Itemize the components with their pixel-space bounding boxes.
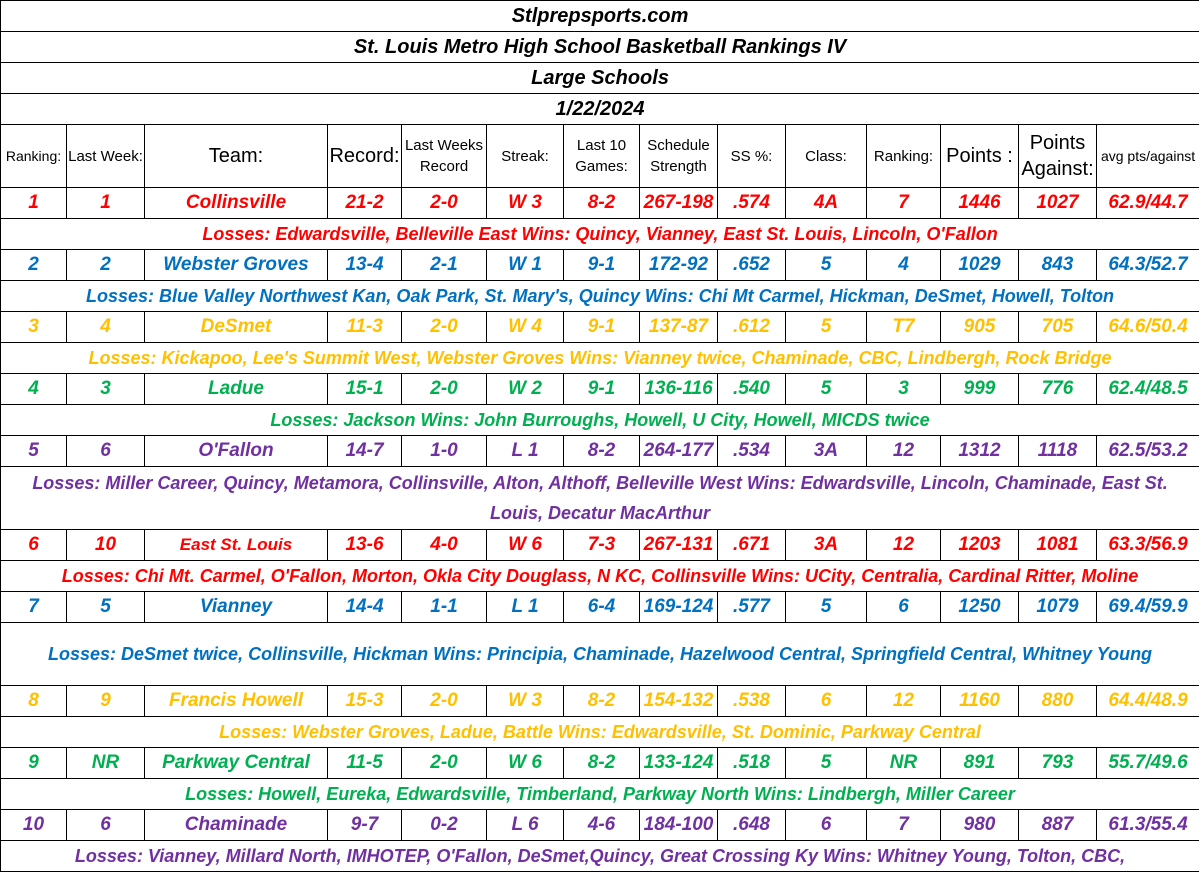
class-cell: 3A (786, 436, 867, 467)
last10-cell: 8-2 (564, 686, 640, 717)
team-notes: Losses: Miller Career, Quincy, Metamora, Collinsville, Alton, Althoff, Belleville West Wins: Edwardsville, Lincoln, Chaminade, East St. Louis, Decatur MacArthur (1, 467, 1199, 530)
streak-cell: W 6 (487, 530, 564, 561)
team-row (1, 810, 1199, 841)
streak-cell: W 3 (487, 188, 564, 219)
header-class-ranking: Ranking: (867, 125, 941, 188)
points-against-cell: 887 (1019, 810, 1097, 841)
last10-cell: 8-2 (564, 188, 640, 219)
record-cell: 21-2 (328, 188, 402, 219)
points-cell: 1446 (941, 188, 1019, 219)
last-weeks-record-cell: 0-2 (402, 810, 487, 841)
team-name: Ladue (145, 374, 328, 405)
ss-pct-cell: .538 (718, 686, 786, 717)
team-row (1, 250, 1199, 281)
last-week-cell: 6 (67, 436, 145, 467)
class-ranking-cell: 4 (867, 250, 941, 281)
class-cell: 5 (786, 250, 867, 281)
avg-cell: 69.4/59.9 (1097, 592, 1199, 623)
record-cell: 13-4 (328, 250, 402, 281)
record-cell: 9-7 (328, 810, 402, 841)
record-cell: 14-7 (328, 436, 402, 467)
class-cell: 4A (786, 188, 867, 219)
team-row (1, 374, 1199, 405)
streak-cell: W 4 (487, 312, 564, 343)
class-cell: 6 (786, 686, 867, 717)
last10-cell: 6-4 (564, 592, 640, 623)
team-name: Chaminade (145, 810, 328, 841)
team-row (1, 592, 1199, 623)
schedule-strength-cell: 169-124 (640, 592, 718, 623)
last-weeks-record-cell: 1-1 (402, 592, 487, 623)
record-cell: 15-1 (328, 374, 402, 405)
points-against-cell: 843 (1019, 250, 1097, 281)
site-title: Stlprepsports.com (1, 1, 1199, 32)
header-avg: avg pts/against (1097, 125, 1199, 188)
schedule-strength-cell: 267-198 (640, 188, 718, 219)
schedule-strength-cell: 172-92 (640, 250, 718, 281)
header-points: Points : (941, 125, 1019, 188)
last-weeks-record-cell: 1-0 (402, 436, 487, 467)
last-week-cell: 10 (67, 530, 145, 561)
team-notes-row (1, 779, 1199, 810)
points-cell: 1250 (941, 592, 1019, 623)
last-weeks-record-cell: 2-0 (402, 312, 487, 343)
avg-cell: 62.5/53.2 (1097, 436, 1199, 467)
team-name: O'Fallon (145, 436, 328, 467)
last-weeks-record-cell: 4-0 (402, 530, 487, 561)
team-name: Parkway Central (145, 748, 328, 779)
points-against-cell: 793 (1019, 748, 1097, 779)
team-row (1, 748, 1199, 779)
ss-pct-cell: .652 (718, 250, 786, 281)
team-notes: Losses: Edwardsville, Belleville East Wins: Quincy, Vianney, East St. Louis, Lincoln, O'Fallon (1, 219, 1199, 250)
class-ranking-cell: 12 (867, 436, 941, 467)
last-weeks-record-cell: 2-0 (402, 686, 487, 717)
avg-cell: 63.3/56.9 (1097, 530, 1199, 561)
points-against-cell: 1027 (1019, 188, 1097, 219)
ss-pct-cell: .540 (718, 374, 786, 405)
class-ranking-cell: 3 (867, 374, 941, 405)
streak-cell: W 2 (487, 374, 564, 405)
avg-cell: 64.4/48.9 (1097, 686, 1199, 717)
points-against-cell: 1118 (1019, 436, 1097, 467)
team-name: East St. Louis (145, 530, 328, 561)
team-notes: Losses: Chi Mt. Carmel, O'Fallon, Morton, Okla City Douglass, N KC, Collinsville Wins: UCity, Centralia, Cardinal Ritter, Moline (1, 561, 1199, 592)
record-cell: 13-6 (328, 530, 402, 561)
team-notes: Losses: Webster Groves, Ladue, Battle Wins: Edwardsville, St. Dominic, Parkway Central (1, 717, 1199, 748)
points-cell: 905 (941, 312, 1019, 343)
class-cell: 5 (786, 374, 867, 405)
last-week-cell: 6 (67, 810, 145, 841)
team-notes-row (1, 343, 1199, 374)
points-against-cell: 705 (1019, 312, 1097, 343)
ss-pct-cell: .671 (718, 530, 786, 561)
streak-cell: L 6 (487, 810, 564, 841)
rank-cell: 1 (1, 188, 67, 219)
streak-cell: W 6 (487, 748, 564, 779)
header-schedule-strength: Schedule Strength (640, 125, 718, 188)
header-row (1, 125, 1199, 188)
team-row (1, 686, 1199, 717)
team-notes-row (1, 405, 1199, 436)
last10-cell: 8-2 (564, 748, 640, 779)
team-row (1, 188, 1199, 219)
points-cell: 1203 (941, 530, 1019, 561)
class-ranking-cell: T7 (867, 312, 941, 343)
header-ss-pct: SS %: (718, 125, 786, 188)
team-name: DeSmet (145, 312, 328, 343)
team-notes: Losses: Howell, Eureka, Edwardsville, Timberland, Parkway North Wins: Lindbergh, Miller Career (1, 779, 1199, 810)
streak-cell: W 1 (487, 250, 564, 281)
team-name: Collinsville (145, 188, 328, 219)
team-notes-row (1, 717, 1199, 748)
points-cell: 1312 (941, 436, 1019, 467)
points-cell: 980 (941, 810, 1019, 841)
ss-pct-cell: .612 (718, 312, 786, 343)
team-notes: Losses: Kickapoo, Lee's Summit West, Webster Groves Wins: Vianney twice, Chaminade, CBC, Lindbergh, Rock Bridge (1, 343, 1199, 374)
rank-cell: 10 (1, 810, 67, 841)
rank-cell: 9 (1, 748, 67, 779)
last-weeks-record-cell: 2-0 (402, 188, 487, 219)
rank-cell: 7 (1, 592, 67, 623)
avg-cell: 64.3/52.7 (1097, 250, 1199, 281)
header-ranking: Ranking: (1, 125, 67, 188)
header-last-weeks-record: Last Weeks Record (402, 125, 487, 188)
ss-pct-cell: .534 (718, 436, 786, 467)
schedule-strength-cell: 133-124 (640, 748, 718, 779)
points-against-cell: 776 (1019, 374, 1097, 405)
class-ranking-cell: 12 (867, 686, 941, 717)
ss-pct-cell: .574 (718, 188, 786, 219)
points-cell: 891 (941, 748, 1019, 779)
points-against-cell: 1081 (1019, 530, 1097, 561)
class-cell: 5 (786, 748, 867, 779)
team-row (1, 530, 1199, 561)
last-week-cell: NR (67, 748, 145, 779)
points-against-cell: 880 (1019, 686, 1097, 717)
team-notes-row (1, 841, 1199, 872)
team-notes-row (1, 467, 1199, 530)
rank-cell: 8 (1, 686, 67, 717)
team-name: Webster Groves (145, 250, 328, 281)
class-cell: 5 (786, 312, 867, 343)
class-ranking-cell: 12 (867, 530, 941, 561)
record-cell: 11-5 (328, 748, 402, 779)
team-notes: Losses: Vianney, Millard North, IMHOTEP, O'Fallon, DeSmet,Quincy, Great Crossing Ky Wins: Whitney Young, Tolton, CBC, (1, 841, 1199, 872)
record-cell: 11-3 (328, 312, 402, 343)
ss-pct-cell: .577 (718, 592, 786, 623)
rank-cell: 3 (1, 312, 67, 343)
team-notes-row (1, 219, 1199, 250)
points-cell: 999 (941, 374, 1019, 405)
team-row (1, 436, 1199, 467)
schedule-strength-cell: 154-132 (640, 686, 718, 717)
rank-cell: 2 (1, 250, 67, 281)
avg-cell: 61.3/55.4 (1097, 810, 1199, 841)
last10-cell: 4-6 (564, 810, 640, 841)
streak-cell: W 3 (487, 686, 564, 717)
team-row (1, 312, 1199, 343)
header-record: Record: (328, 125, 402, 188)
last-week-cell: 3 (67, 374, 145, 405)
streak-cell: L 1 (487, 436, 564, 467)
ss-pct-cell: .648 (718, 810, 786, 841)
record-cell: 14-4 (328, 592, 402, 623)
class-ranking-cell: 7 (867, 810, 941, 841)
schedule-strength-cell: 267-131 (640, 530, 718, 561)
last-week-cell: 1 (67, 188, 145, 219)
class-cell: 3A (786, 530, 867, 561)
class-cell: 5 (786, 592, 867, 623)
last-weeks-record-cell: 2-0 (402, 748, 487, 779)
header-streak: Streak: (487, 125, 564, 188)
team-name: Francis Howell (145, 686, 328, 717)
schedule-strength-cell: 137-87 (640, 312, 718, 343)
rank-cell: 4 (1, 374, 67, 405)
schedule-strength-cell: 136-116 (640, 374, 718, 405)
last10-cell: 9-1 (564, 250, 640, 281)
team-notes: Losses: Jackson Wins: John Burroughs, Howell, U City, Howell, MICDS twice (1, 405, 1199, 436)
ss-pct-cell: .518 (718, 748, 786, 779)
header-last10: Last 10 Games: (564, 125, 640, 188)
team-notes-row (1, 623, 1199, 686)
record-cell: 15-3 (328, 686, 402, 717)
schedule-strength-cell: 264-177 (640, 436, 718, 467)
class-ranking-cell: 7 (867, 188, 941, 219)
team-name: Vianney (145, 592, 328, 623)
team-notes-row (1, 281, 1199, 312)
points-cell: 1160 (941, 686, 1019, 717)
page-heading: St. Louis Metro High School Basketball Rankings IV (1, 32, 1199, 63)
header-team: Team: (145, 125, 328, 188)
last-week-cell: 4 (67, 312, 145, 343)
points-against-cell: 1079 (1019, 592, 1097, 623)
avg-cell: 62.9/44.7 (1097, 188, 1199, 219)
streak-cell: L 1 (487, 592, 564, 623)
avg-cell: 55.7/49.6 (1097, 748, 1199, 779)
class-ranking-cell: NR (867, 748, 941, 779)
class-ranking-cell: 6 (867, 592, 941, 623)
last-week-cell: 2 (67, 250, 145, 281)
last10-cell: 9-1 (564, 374, 640, 405)
points-cell: 1029 (941, 250, 1019, 281)
class-cell: 6 (786, 810, 867, 841)
ranking-date: 1/22/2024 (1, 94, 1199, 125)
last10-cell: 7-3 (564, 530, 640, 561)
header-class: Class: (786, 125, 867, 188)
header-last-week: Last Week: (67, 125, 145, 188)
team-notes-row (1, 561, 1199, 592)
team-notes: Losses: DeSmet twice, Collinsville, Hickman Wins: Principia, Chaminade, Hazelwood Central, Springfield Central, Whitney Young (1, 623, 1199, 686)
team-notes: Losses: Blue Valley Northwest Kan, Oak Park, St. Mary's, Quincy Wins: Chi Mt Carmel, Hickman, DeSmet, Howell, Tolton (1, 281, 1199, 312)
rank-cell: 5 (1, 436, 67, 467)
last-week-cell: 9 (67, 686, 145, 717)
rank-cell: 6 (1, 530, 67, 561)
last-weeks-record-cell: 2-1 (402, 250, 487, 281)
avg-cell: 62.4/48.5 (1097, 374, 1199, 405)
last10-cell: 8-2 (564, 436, 640, 467)
last-weeks-record-cell: 2-0 (402, 374, 487, 405)
header-points-against: Points Against: (1019, 125, 1097, 188)
schedule-strength-cell: 184-100 (640, 810, 718, 841)
last10-cell: 9-1 (564, 312, 640, 343)
last-week-cell: 5 (67, 592, 145, 623)
avg-cell: 64.6/50.4 (1097, 312, 1199, 343)
division-label: Large Schools (1, 63, 1199, 94)
